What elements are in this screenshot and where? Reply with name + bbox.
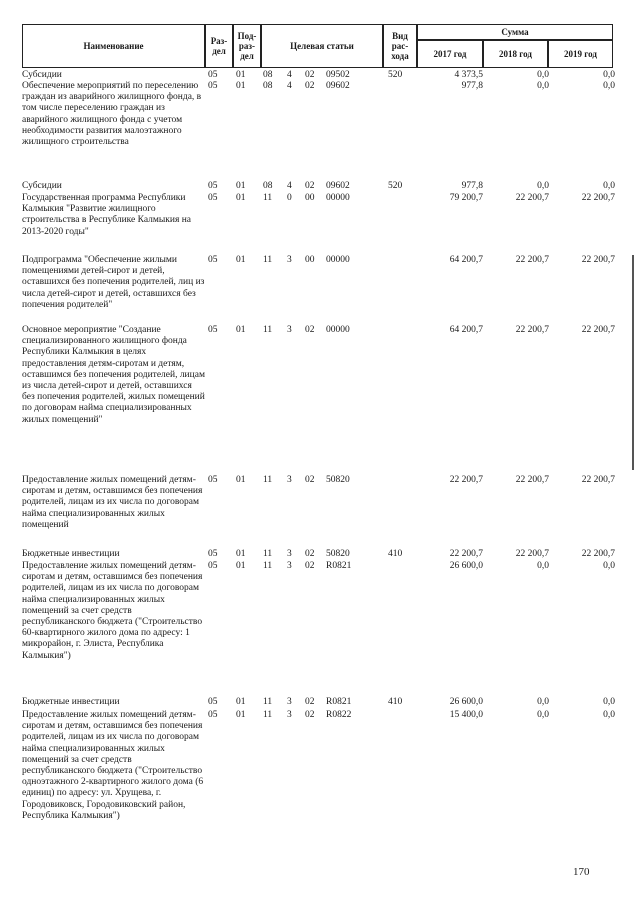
cell-s18: 0,0	[537, 181, 549, 191]
cell-rz: 05	[208, 561, 218, 571]
cell-s19: 22 200,7	[581, 325, 615, 335]
cell-s17: 26 600,0	[449, 697, 483, 707]
cell-s19: 22 200,7	[581, 193, 615, 203]
cell-vr: 410	[388, 697, 403, 707]
cell-name: Предоставление жилых помещений детям-сиротам и детям, оставшимся без попечения родителей, лицам из их числа по договорам найма специализированных жилых помещений за счет средств республиканского бюджета ("Строительство одноэтажного 2-квартирного жилого дома (6 единиц) по адресу: ул. Хрущева, г. Городовиковск, Городовиковский район, Республика Калмыкия")	[22, 710, 204, 821]
cell-pr: 01	[236, 325, 246, 335]
cell-name: Бюджетные инвестиции	[22, 697, 120, 707]
cell-name: Субсидии	[22, 181, 62, 191]
cell-pr: 01	[236, 81, 246, 91]
scan-edge-mark	[632, 255, 634, 470]
header-podrazdel: Под- раз- дел	[233, 24, 261, 68]
header-name: Наименование	[22, 24, 205, 68]
cell-pr: 01	[236, 697, 246, 707]
cell-vr: 520	[388, 70, 403, 80]
cell-c2: 3	[287, 475, 292, 485]
cell-s18: 22 200,7	[515, 475, 549, 485]
cell-s18: 22 200,7	[515, 325, 549, 335]
cell-s18: 0,0	[537, 561, 549, 571]
cell-s18: 0,0	[537, 70, 549, 80]
cell-c1: 11	[263, 710, 273, 720]
cell-s18: 0,0	[537, 710, 549, 720]
cell-c1: 08	[263, 70, 273, 80]
cell-s17: 64 200,7	[449, 325, 483, 335]
cell-s17: 22 200,7	[449, 475, 483, 485]
cell-s19: 0,0	[603, 561, 615, 571]
header-target: Целевая статьи	[261, 24, 383, 68]
cell-s18: 0,0	[537, 81, 549, 91]
cell-s19: 0,0	[603, 181, 615, 191]
cell-c4: 09502	[326, 70, 350, 80]
cell-s18: 22 200,7	[515, 193, 549, 203]
cell-pr: 01	[236, 475, 246, 485]
cell-c2: 3	[287, 561, 292, 571]
cell-pr: 01	[236, 710, 246, 720]
cell-c1: 11	[263, 325, 273, 335]
cell-s17: 4 373,5	[454, 70, 483, 80]
cell-s17: 977,8	[461, 181, 483, 191]
cell-c3: 02	[305, 549, 315, 559]
cell-s17: 22 200,7	[449, 549, 483, 559]
cell-s17: 26 600,0	[449, 561, 483, 571]
cell-c3: 00	[305, 255, 315, 265]
cell-s19: 0,0	[603, 697, 615, 707]
cell-c1: 11	[263, 561, 273, 571]
cell-s18: 0,0	[537, 697, 549, 707]
cell-s19: 22 200,7	[581, 549, 615, 559]
cell-c2: 3	[287, 710, 292, 720]
cell-name: Основное мероприятие "Создание специализированного жилищного фонда Республики Калмыкия в целях предоставления детям-сиротам и детям, оставшимся без попечения родителей, лицам из числа детей-сирот и детей, оставшихся без попечения родителей, жилых помещений по договорам найма специализированных жилых помещений"	[22, 325, 205, 425]
cell-rz: 05	[208, 549, 218, 559]
cell-s19: 0,0	[603, 710, 615, 720]
cell-name: Подпрограмма "Обеспечение жилыми помещениями детей-сирот и детей, оставшихся без попечения родителей, лиц из числа детей-сирот и детей, оставшихся без попечения родителей"	[22, 255, 205, 310]
cell-c2: 4	[287, 81, 292, 91]
cell-rz: 05	[208, 193, 218, 203]
cell-c3: 02	[305, 325, 315, 335]
cell-c2: 4	[287, 181, 292, 191]
cell-c3: 00	[305, 193, 315, 203]
cell-c1: 11	[263, 697, 273, 707]
cell-s18: 22 200,7	[515, 549, 549, 559]
cell-name: Обеспечение мероприятий по переселению граждан из аварийного жилищного фонда, в том числе переселению граждан из аварийного жилищного фонда с учетом необходимости развития малоэтажного жилищного строительства	[22, 81, 202, 148]
cell-c3: 02	[305, 81, 315, 91]
cell-s17: 79 200,7	[449, 193, 483, 203]
cell-c2: 3	[287, 255, 292, 265]
header-vid: Вид рас- хода	[383, 24, 417, 68]
cell-rz: 05	[208, 70, 218, 80]
cell-c2: 4	[287, 70, 292, 80]
cell-c4: 00000	[326, 325, 350, 335]
cell-c1: 11	[263, 549, 273, 559]
cell-pr: 01	[236, 561, 246, 571]
cell-s19: 0,0	[603, 70, 615, 80]
cell-rz: 05	[208, 255, 218, 265]
table-header	[22, 24, 613, 68]
header-2017: 2017 год	[417, 40, 483, 68]
cell-name: Бюджетные инвестиции	[22, 549, 120, 559]
cell-pr: 01	[236, 255, 246, 265]
cell-pr: 01	[236, 181, 246, 191]
cell-s18: 22 200,7	[515, 255, 549, 265]
cell-c3: 02	[305, 181, 315, 191]
cell-name: Предоставление жилых помещений детям-сиротам и детям, оставшимся без попечения родителей, лицам из их числа по договорам найма специализированных жилых помещений за счет средств республиканского бюджета ("Строительство 60-квартирного жилого дома по адресу: 1 микрорайон, г. Элиста, Республика Калмыкия")	[22, 561, 203, 661]
cell-c4: 09602	[326, 81, 350, 91]
cell-c4: R0821	[326, 561, 352, 571]
cell-c2: 3	[287, 549, 292, 559]
cell-c3: 02	[305, 697, 315, 707]
cell-c1: 11	[263, 475, 273, 485]
header-sum: Сумма	[417, 24, 613, 40]
header-2018: 2018 год	[483, 40, 548, 68]
cell-c1: 11	[263, 193, 273, 203]
cell-rz: 05	[208, 81, 218, 91]
cell-c3: 02	[305, 561, 315, 571]
cell-c1: 11	[263, 255, 273, 265]
header-2019: 2019 год	[548, 40, 613, 68]
cell-pr: 01	[236, 193, 246, 203]
cell-vr: 520	[388, 181, 403, 191]
cell-rz: 05	[208, 475, 218, 485]
cell-s17: 977,8	[461, 81, 483, 91]
cell-c1: 08	[263, 181, 273, 191]
cell-c3: 02	[305, 70, 315, 80]
page-number: 170	[573, 866, 590, 878]
cell-c4: 00000	[326, 193, 350, 203]
cell-rz: 05	[208, 697, 218, 707]
cell-pr: 01	[236, 549, 246, 559]
cell-c4: R0822	[326, 710, 352, 720]
cell-s17: 64 200,7	[449, 255, 483, 265]
cell-name: Государственная программа Республики Калмыкия "Развитие жилищного строительства в Республике Калмыкия на 2013-2020 годы"	[22, 193, 192, 237]
cell-name: Предоставление жилых помещений детям-сиротам и детям, оставшимся без попечения родителей, лицам из их числа по договорам найма специализированных жилых помещений	[22, 475, 203, 530]
cell-c2: 3	[287, 325, 292, 335]
cell-rz: 05	[208, 181, 218, 191]
cell-s19: 0,0	[603, 81, 615, 91]
cell-c4: 09602	[326, 181, 350, 191]
cell-pr: 01	[236, 70, 246, 80]
cell-c4: 00000	[326, 255, 350, 265]
cell-c3: 02	[305, 475, 315, 485]
cell-c1: 08	[263, 81, 273, 91]
cell-rz: 05	[208, 710, 218, 720]
cell-c4: 50820	[326, 475, 350, 485]
header-razdel: Раз- дел	[205, 24, 233, 68]
cell-rz: 05	[208, 325, 218, 335]
cell-s19: 22 200,7	[581, 475, 615, 485]
cell-vr: 410	[388, 549, 403, 559]
cell-c4: 50820	[326, 549, 350, 559]
cell-name: Субсидии	[22, 70, 62, 80]
cell-c2: 0	[287, 193, 292, 203]
cell-c4: R0821	[326, 697, 352, 707]
cell-c3: 02	[305, 710, 315, 720]
cell-s19: 22 200,7	[581, 255, 615, 265]
cell-s17: 15 400,0	[449, 710, 483, 720]
cell-c2: 3	[287, 697, 292, 707]
